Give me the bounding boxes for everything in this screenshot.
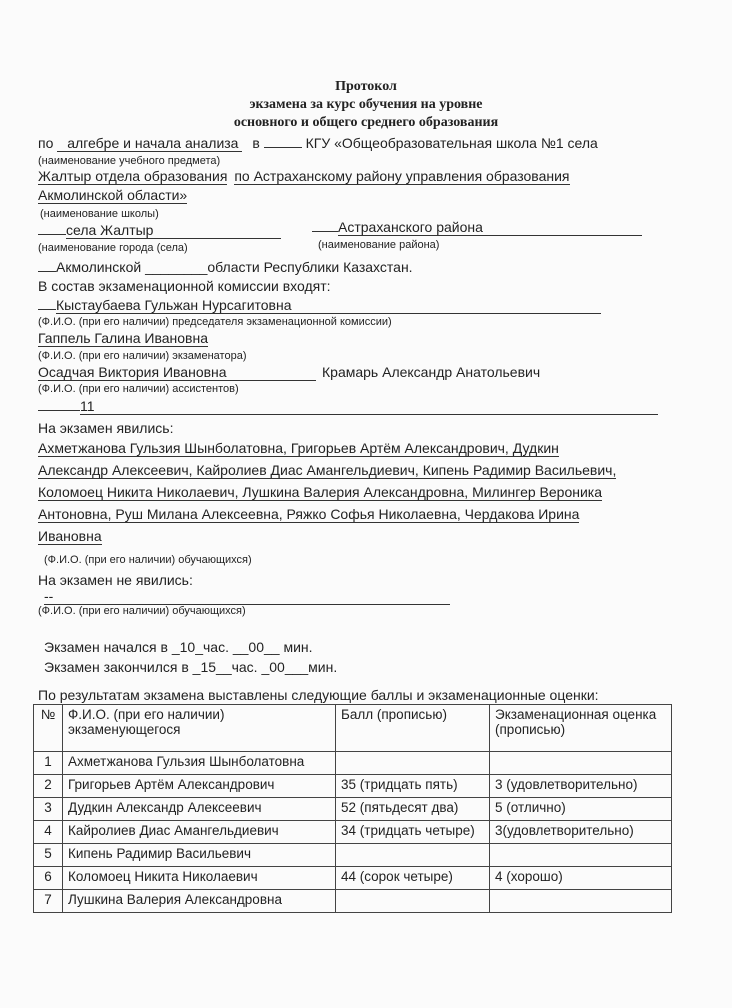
absent-value: -- (44, 588, 450, 605)
school-part-1: Жалтыр отдела образования (38, 168, 228, 184)
doc-title: Протокол (335, 79, 397, 94)
table-row (34, 752, 672, 775)
commission-intro: В состав экзаменационной комиссии входят: (38, 278, 331, 294)
row-grade: 3(удовлетворительно) (490, 821, 672, 844)
results-table (33, 704, 672, 913)
present-label: На экзамен явились: (38, 420, 174, 436)
district-line (312, 219, 642, 236)
row-score (336, 890, 490, 913)
school-part-2: по Астраханскому району управления образования (234, 168, 570, 184)
examiner-line (38, 330, 208, 346)
row-name: Григорьев Артём Александрович (63, 775, 336, 798)
row-name: Кайролиев Диас Амангельдиевич (63, 821, 336, 844)
present-text-4: Антоновна, Руш Милана Алексеевна, Ряжко Софья Николаевна, Чердакова Ирина (38, 506, 580, 522)
row-score: 52 (пятьдесят два) (336, 798, 490, 821)
row-score: 35 (тридцать пять) (336, 775, 490, 798)
row-name: Дудкин Александр Алексеевич (63, 798, 336, 821)
present-line-2 (38, 462, 616, 478)
row-num: 4 (34, 821, 63, 844)
school-line-1 (38, 168, 570, 184)
subject-value: алгебре и начала анализа (57, 135, 242, 152)
row-grade (490, 890, 672, 913)
subject-line (38, 135, 598, 151)
district-caption: (наименование района) (318, 239, 440, 251)
table-row (34, 890, 672, 913)
assistants-line (38, 364, 540, 381)
doc-subtitle-2: основного и общего среднего образования (233, 115, 499, 130)
header-name: Ф.И.О. (при его наличии) экзаменующегося (63, 705, 336, 752)
absent-label: На экзамен не явились: (38, 572, 193, 588)
row-score (336, 752, 490, 775)
chair-caption: (Ф.И.О. (при его наличии) председателя экзаменационной комиссии) (38, 316, 392, 328)
exam-end: Экзамен закончился в _15__час. _00___мин. (44, 659, 338, 675)
chair-line (38, 297, 601, 314)
region-value: Акмолинской ________области Республики Казахстан. (56, 259, 413, 275)
table-row (34, 844, 672, 867)
absent-line (44, 588, 450, 605)
school-org: КГУ «Общеобразовательная школа №1 села (305, 135, 598, 151)
subject-mid: в (252, 135, 260, 151)
row-grade: 5 (отлично) (490, 798, 672, 821)
school-part-3: Акмолинской области» (38, 187, 188, 203)
doc-subtitle-1: экзамена за курс обучения на уровне (249, 97, 483, 112)
table-row (34, 775, 672, 798)
table-header (34, 705, 672, 752)
row-name: Лушкина Валерия Александровна (63, 890, 336, 913)
row-num: 7 (34, 890, 63, 913)
present-line-3 (38, 484, 602, 500)
present-text-3: Коломоец Никита Николаевич, Лушкина Валерия Александровна, Милингер Вероника (38, 484, 603, 500)
present-line-4 (38, 506, 579, 522)
row-score: 44 (сорок четыре) (336, 867, 490, 890)
header-score: Балл (прописью) (336, 705, 490, 752)
exam-start: Экзамен начался в _10_час. __00__ мин. (44, 639, 313, 655)
row-num: 1 (34, 752, 63, 775)
table-row (34, 867, 672, 890)
table-row (34, 821, 672, 844)
row-name: Коломоец Никита Николаевич (63, 867, 336, 890)
city-value: села Жалтыр (66, 222, 281, 239)
table-row (34, 798, 672, 821)
participant-count: 11 (80, 398, 658, 415)
district-value: Астраханского района (338, 219, 642, 236)
row-grade: 3 (удовлетворительно) (490, 775, 672, 798)
row-grade (490, 752, 672, 775)
present-text-2: Александр Алексеевич, Кайролиев Диас Амангельдиевич, Кипень Радимир Васильевич, (38, 462, 617, 478)
school-caption: (наименование школы) (40, 208, 159, 220)
city-caption: (наименование города (села) (38, 242, 188, 254)
present-text-5: Ивановна (38, 528, 102, 544)
assistant-1: Осадчая Виктория Ивановна (38, 364, 316, 381)
row-num: 2 (34, 775, 63, 798)
absent-caption: (Ф.И.О. (при его наличии) обучающихся) (38, 605, 246, 617)
assistant-2: Крамарь Александр Анатольевич (322, 364, 541, 380)
school-line-2 (38, 187, 187, 203)
header-num: № (34, 705, 63, 752)
subject-caption: (наименование учебного предмета) (38, 155, 221, 167)
row-grade: 4 (хорошо) (490, 867, 672, 890)
header-grade: Экзаменационная оценка (прописью) (490, 705, 672, 752)
row-grade (490, 844, 672, 867)
results-intro: По результатам экзамена выставлены следующие баллы и экзаменационные оценки: (38, 687, 599, 703)
row-name: Кипень Радимир Васильевич (63, 844, 336, 867)
subject-prefix: по (38, 135, 54, 151)
chair-name: Кыстаубаева Гульжан Нурсагитовна (56, 297, 601, 314)
row-name: Ахметжанова Гульзия Шынболатовна (63, 752, 336, 775)
city-line (38, 222, 281, 239)
present-line-1 (38, 440, 559, 456)
examiner-caption: (Ф.И.О. (при его наличии) экзаменатора) (38, 350, 247, 362)
present-text-1: Ахметжанова Гульзия Шынболатовна, Григорьев Артём Александрович, Дудкин (38, 440, 559, 456)
row-score: 34 (тридцать четыре) (336, 821, 490, 844)
present-line-5 (38, 528, 102, 544)
row-num: 5 (34, 844, 63, 867)
count-line (38, 398, 658, 415)
assistants-caption: (Ф.И.О. (при его наличии) ассистентов) (38, 383, 239, 395)
examiner-name: Гаппель Галина Ивановна (38, 330, 208, 346)
row-num: 6 (34, 867, 63, 890)
present-caption: (Ф.И.О. (при его наличии) обучающихся) (44, 554, 252, 566)
row-num: 3 (34, 798, 63, 821)
region-line (38, 259, 413, 275)
row-score (336, 844, 490, 867)
